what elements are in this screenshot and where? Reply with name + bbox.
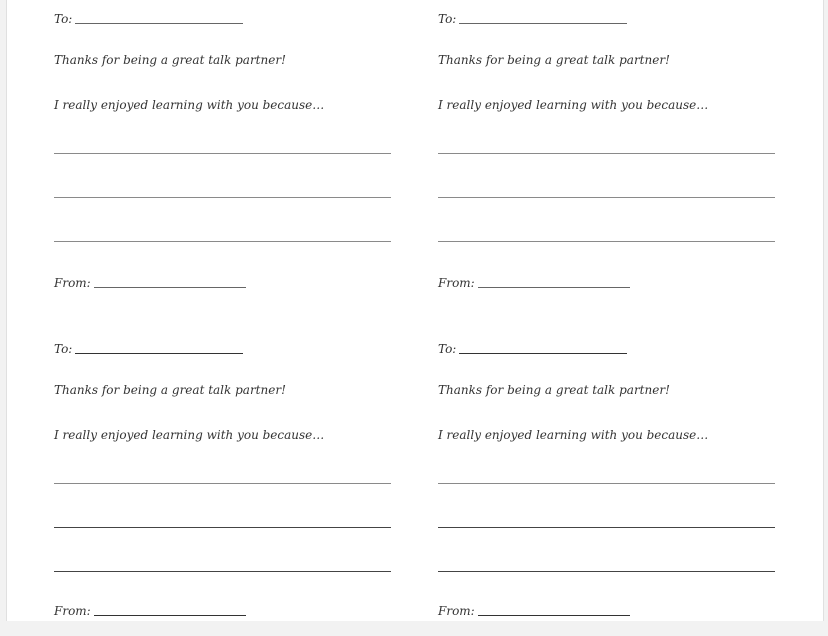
write-line[interactable] [54,571,391,572]
from-field [54,272,246,290]
from-label: From: [54,604,91,618]
thanks-text: Thanks for being a great talk partner! [54,383,286,397]
to-write-line[interactable] [75,353,243,354]
write-line[interactable] [54,527,391,528]
to-write-line[interactable] [459,353,627,354]
from-label: From: [54,276,91,290]
from-field [438,600,630,618]
to-field [54,8,243,26]
from-write-line[interactable] [94,615,246,616]
from-field [54,600,246,618]
from-field [438,272,630,290]
to-field [438,8,627,26]
write-line[interactable] [54,197,391,198]
from-label: From: [438,604,475,618]
to-field [54,338,243,356]
enjoyed-text: I really enjoyed learning with you because… [438,98,709,112]
from-write-line[interactable] [94,287,246,288]
talk-partner-card [54,336,394,636]
write-line[interactable] [438,527,775,528]
write-line[interactable] [438,241,775,242]
write-line[interactable] [438,483,775,484]
talk-partner-card [438,6,778,306]
talk-partner-card [54,6,394,306]
from-write-line[interactable] [478,287,630,288]
enjoyed-text: I really enjoyed learning with you because… [54,98,325,112]
thanks-text: Thanks for being a great talk partner! [438,53,670,67]
to-label: To: [54,12,73,26]
talk-partner-card [438,336,778,636]
to-label: To: [438,342,457,356]
enjoyed-text: I really enjoyed learning with you because… [438,428,709,442]
write-line[interactable] [438,197,775,198]
to-write-line[interactable] [75,23,243,24]
to-label: To: [438,12,457,26]
write-line[interactable] [438,153,775,154]
worksheet-page [6,0,824,621]
from-label: From: [438,276,475,290]
to-field [438,338,627,356]
from-write-line[interactable] [478,615,630,616]
write-line[interactable] [438,571,775,572]
write-line[interactable] [54,153,391,154]
to-write-line[interactable] [459,23,627,24]
write-line[interactable] [54,483,391,484]
to-label: To: [54,342,73,356]
enjoyed-text: I really enjoyed learning with you because… [54,428,325,442]
thanks-text: Thanks for being a great talk partner! [54,53,286,67]
write-line[interactable] [54,241,391,242]
thanks-text: Thanks for being a great talk partner! [438,383,670,397]
